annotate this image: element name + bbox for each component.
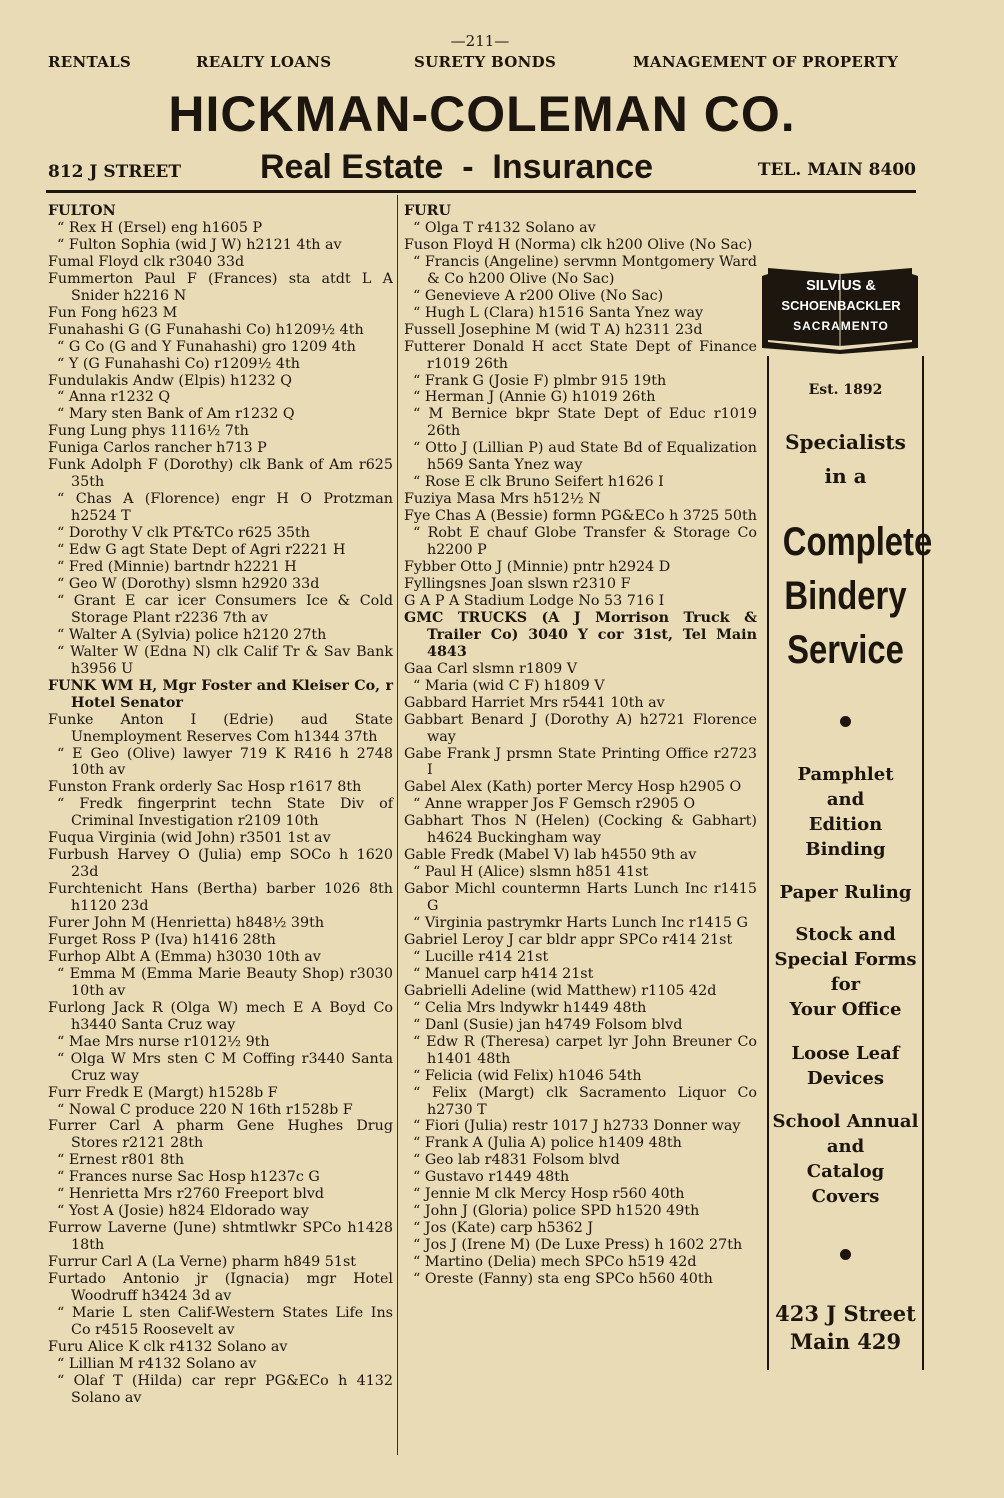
ad-service-line: School Annual bbox=[772, 1111, 919, 1132]
listing-entry: “ Yost A (Josie) h824 Eldorado way bbox=[57, 1203, 309, 1220]
listing-entry: “ Dorothy V clk PT&TCo r625 35th bbox=[57, 525, 310, 542]
listing-entry: “ Edw R (Theresa) carpet lyr John Breuner Co h1401 48th bbox=[413, 1033, 757, 1067]
ad-service-line: for bbox=[830, 974, 861, 995]
company-name: HICKMAN-COLEMAN CO. bbox=[168, 86, 796, 142]
column-divider bbox=[397, 195, 398, 1455]
listing-entry: “ Gustavo r1449 48th bbox=[413, 1169, 570, 1186]
listing-entry: Furrow Laverne (June) shtmtlwkr SPCo h1428 18th bbox=[48, 1220, 393, 1254]
ad-service-line: Binding bbox=[805, 839, 886, 860]
listing-entry: “ Ernest r801 8th bbox=[57, 1152, 185, 1169]
listing-entry: Furlong Jack R (Olga W) mech E A Boyd Co h3440 Santa Cruz way bbox=[48, 999, 393, 1033]
listing-entry: “ Rose E clk Bruno Seifert h1626 I bbox=[413, 474, 664, 491]
listing-entry: Gabor Michl countermn Harts Lunch Inc r1415 G bbox=[404, 881, 757, 915]
listing-entry: Furhop Albt A (Emma) h3030 10th av bbox=[48, 948, 321, 965]
service-management: MANAGEMENT OF PROPERTY bbox=[633, 53, 899, 71]
listing-entry: Fummerton Paul F (Frances) sta atdt L A Snider h2216 N bbox=[48, 270, 393, 304]
listing-entry: “ Henrietta Mrs r2760 Freeport blvd bbox=[57, 1186, 325, 1203]
listing-entry: FURU bbox=[404, 203, 451, 219]
listing-entry: “ Walter W (Edna N) clk Calif Tr & Sav Bank h3956 U bbox=[57, 643, 393, 677]
logo-line-3: SACRAMENTO bbox=[793, 319, 889, 333]
listing-entry: “ Manuel carp h414 21st bbox=[413, 965, 594, 982]
listing-entry: Funahashi G (G Funahashi Co) h1209½ 4th bbox=[48, 321, 364, 338]
listing-entry: “ Mary sten Bank of Am r1232 Q bbox=[57, 406, 295, 423]
listing-entry: “ Nowal C produce 220 N 16th r1528b F bbox=[57, 1101, 353, 1118]
listing-entry: “ Frank A (Julia A) police h1409 48th bbox=[413, 1135, 682, 1152]
service-rentals: RENTALS bbox=[48, 53, 132, 71]
logo-line-2: SCHOENBACKLER bbox=[781, 298, 901, 313]
listing-entry: GMC TRUCKS (A J Morrison Truck & Trailer Co) 3040 Y cor 31st, Tel Main 4843 bbox=[404, 609, 757, 660]
listing-entry: “ Fiori (Julia) restr 1017 J h2733 Donner way bbox=[413, 1118, 741, 1135]
listing-entry: Gable Fredk (Mabel V) lab h4550 9th av bbox=[404, 847, 697, 864]
listing-entry: Gabhart Thos N (Helen) (Cocking & Gabhart) h4624 Buckingham way bbox=[404, 813, 757, 847]
listing-entry: “ Olga T r4132 Solano av bbox=[413, 219, 596, 236]
ad-phone: Main 429 bbox=[789, 1329, 902, 1354]
listing-entry: “ M Bernice bkpr State Dept of Educ r1019 26th bbox=[413, 406, 757, 440]
listing-entry: “ Jos J (Irene M) (De Luxe Press) h 1602 27th bbox=[413, 1237, 743, 1254]
ad-service-line: Devices bbox=[807, 1068, 884, 1089]
listing-entry: “ Geo lab r4831 Folsom blvd bbox=[413, 1152, 620, 1169]
listing-entry: “ Oreste (Fanny) sta eng SPCo h560 40th bbox=[413, 1271, 713, 1288]
ad-service-line: Catalog bbox=[806, 1161, 885, 1182]
listing-entry: “ Anna r1232 Q bbox=[57, 389, 171, 406]
listing-entry: “ Y (G Funahashi Co) r1209½ 4th bbox=[57, 355, 300, 372]
listing-entry: “ Geo W (Dorothy) slsmn h2920 33d bbox=[57, 575, 320, 592]
ad-headline-bindery: Bindery bbox=[784, 574, 907, 618]
listing-entry: “ Francis (Angeline) servmn Montgomery Ward & Co h200 Olive (No Sac) bbox=[413, 253, 757, 287]
ad-in-a: in a bbox=[824, 464, 867, 488]
ad-established: Est. 1892 bbox=[808, 382, 883, 398]
listing-entry: Furer John M (Henrietta) h848½ 39th bbox=[48, 915, 325, 932]
listing-entry: “ Felicia (wid Felix) h1046 54th bbox=[413, 1067, 642, 1084]
listing-entry: “ Jennie M clk Mercy Hosp r560 40th bbox=[413, 1186, 685, 1203]
listing-entry: Gabrielli Adeline (wid Matthew) r1105 42d bbox=[404, 982, 717, 999]
company-info-row bbox=[48, 148, 916, 188]
listing-entry: “ E Geo (Olive) lawyer 719 K R416 h 2748 10th av bbox=[57, 745, 393, 779]
ad-service-line: and bbox=[826, 1136, 865, 1157]
listing-entry: Furrer Carl A pharm Gene Hughes Drug Stores r2121 28th bbox=[48, 1118, 393, 1152]
listing-entry: “ Grant E car icer Consumers Ice & Cold Storage Plant r2236 7th av bbox=[57, 592, 393, 626]
listing-entry: “ Hugh L (Clara) h1516 Santa Ynez way bbox=[413, 304, 704, 321]
listing-entry: Funiga Carlos rancher h713 P bbox=[48, 440, 267, 457]
listing-entry: “ Maria (wid C F) h1809 V bbox=[413, 677, 605, 694]
listing-column-right bbox=[404, 203, 757, 1288]
bullet-dot bbox=[840, 716, 851, 727]
listing-entry: Gabbart Benard J (Dorothy A) h2721 Florence way bbox=[404, 711, 757, 745]
listing-entry: Fuziya Masa Mrs h512½ N bbox=[404, 491, 601, 508]
logo-line-1: SILVIUS & bbox=[806, 278, 876, 294]
listing-entry: “ Fulton Sophia (wid J W) h2121 4th av bbox=[57, 236, 342, 253]
listing-entry: “ Mae Mrs nurse r1012½ 9th bbox=[57, 1033, 270, 1050]
ad-service-line: Stock and bbox=[795, 924, 896, 945]
listing-entry: Fuson Floyd H (Norma) clk h200 Olive (No Sac) bbox=[404, 236, 753, 253]
listing-entry: “ Lillian M r4132 Solano av bbox=[57, 1355, 257, 1372]
listing-entry: “ Rex H (Ersel) eng h1605 P bbox=[57, 219, 263, 236]
listing-entry: Funk Adolph F (Dorothy) clk Bank of Am r625 35th bbox=[48, 457, 393, 491]
listing-entry: “ Jos (Kate) carp h5362 J bbox=[413, 1220, 594, 1237]
listing-entry: “ Herman J (Annie G) h1019 26th bbox=[413, 389, 656, 406]
listing-entry: “ Marie L sten Calif-Western States Life Ins Co r4515 Roosevelt av bbox=[57, 1304, 393, 1338]
listing-entry: Gabbard Harriet Mrs r5441 10th av bbox=[404, 694, 665, 711]
ad-service-line: Your Office bbox=[789, 999, 902, 1020]
listing-entry: “ Olga W Mrs sten C M Coffing r3440 Santa Cruz way bbox=[57, 1050, 393, 1084]
listing-entry: Gabel Alex (Kath) porter Mercy Hosp h2905 O bbox=[404, 779, 742, 796]
listing-entry: “ Otto J (Lillian P) aud State Bd of Equalization h569 Santa Ynez way bbox=[413, 440, 757, 474]
ad-service-line: Special Forms bbox=[774, 949, 917, 970]
ad-specialists: Specialists bbox=[785, 430, 906, 454]
listing-entry: “ Danl (Susie) jan h4749 Folsom blvd bbox=[413, 1016, 683, 1033]
listing-entry: “ Lucille r414 21st bbox=[413, 948, 549, 965]
listing-entry: “ Genevieve A r200 Olive (No Sac) bbox=[413, 287, 664, 304]
bindery-logo bbox=[760, 262, 920, 354]
listing-entry: “ Martino (Delia) mech SPCo h519 42d bbox=[413, 1254, 697, 1271]
listing-entry: Fumal Floyd clk r3040 33d bbox=[48, 253, 245, 270]
listing-entry: Gabe Frank J prsmn State Printing Office r2723 I bbox=[404, 745, 757, 779]
listing-entry: “ Edw G agt State Dept of Agri r2221 H bbox=[57, 542, 346, 559]
listing-entry: “ Frank G (Josie F) plmbr 915 19th bbox=[413, 372, 667, 389]
company-telephone: TEL. MAIN 8400 bbox=[757, 160, 916, 180]
listing-entry: Furrur Carl A (La Verne) pharm h849 51st bbox=[48, 1254, 357, 1271]
listing-entry: Fun Fong h623 M bbox=[48, 304, 178, 321]
listing-entry: “ Chas A (Florence) engr H O Protzman h2524 T bbox=[57, 491, 393, 525]
listing-entry: “ Walter A (Sylvia) police h2120 27th bbox=[57, 626, 327, 643]
listing-entry: “ Celia Mrs lndywkr h1449 48th bbox=[413, 999, 647, 1016]
listing-entry: “ Fred (Minnie) bartndr h2221 H bbox=[57, 559, 297, 576]
ad-service-line: Covers bbox=[811, 1186, 880, 1207]
listing-entry: “ John J (Gloria) police SPD h1520 49th bbox=[413, 1203, 700, 1220]
service-realty-loans: REALTY LOANS bbox=[196, 53, 332, 71]
company-address: 812 J STREET bbox=[48, 162, 181, 182]
listing-entry: Fye Chas A (Bessie) formn PG&ECo h 3725 50th bbox=[404, 508, 757, 525]
header-rule bbox=[46, 190, 916, 193]
listing-entry: “ Paul H (Alice) slsmn h851 41st bbox=[413, 864, 649, 881]
listing-entry: “ G Co (G and Y Funahashi) gro 1209 4th bbox=[57, 338, 356, 355]
listing-entry: “ Emma M (Emma Marie Beauty Shop) r3030 10th av bbox=[57, 965, 393, 999]
listing-entry: FUNK WM H, Mgr Foster and Kleiser Co, r Hotel Senator bbox=[48, 677, 393, 711]
listing-entry: Fyllingsnes Joan slswn r2310 F bbox=[404, 575, 631, 592]
ad-headline-service: Service bbox=[787, 628, 904, 672]
listing-entry: “ Olaf T (Hilda) car repr PG&ECo h 4132 Solano av bbox=[57, 1372, 393, 1406]
listing-entry: “ Fredk fingerprint techn State Div of Criminal Investigation r2109 10th bbox=[57, 796, 393, 830]
listing-entry: Furchtenicht Hans (Bertha) barber 1026 8th h1120 23d bbox=[48, 881, 393, 915]
listing-entry: Fuqua Virginia (wid John) r3501 1st av bbox=[48, 830, 331, 847]
listing-entry: “ Felix (Margt) clk Sacramento Liquor Co h2730 T bbox=[413, 1084, 757, 1118]
listing-entry: Furtado Antonio jr (Ignacia) mgr Hotel Woodruff h3424 3d av bbox=[48, 1271, 393, 1304]
bullet-dot bbox=[840, 1249, 851, 1260]
service-surety-bonds: SURETY BONDS bbox=[414, 53, 557, 71]
listing-entry: Furbush Harvey O (Julia) emp SOCo h 1620 23d bbox=[48, 847, 393, 881]
listing-entry: “ Anne wrapper Jos F Gemsch r2905 O bbox=[413, 796, 696, 813]
listing-entry: Furr Fredk E (Margt) h1528b F bbox=[48, 1084, 278, 1101]
listing-entry: Funke Anton I (Edrie) aud State Unemployment Reserves Com h1344 37th bbox=[48, 711, 393, 745]
listing-entry: Futterer Donald H acct State Dept of Finance r1019 26th bbox=[404, 338, 757, 372]
listing-entry: G A P A Stadium Lodge No 53 716 I bbox=[404, 592, 665, 609]
ad-service-line: Loose Leaf bbox=[791, 1043, 900, 1064]
listing-entry: Furget Ross P (Iva) h1416 28th bbox=[48, 931, 276, 948]
listing-entry: Gabriel Leroy J car bldr appr SPCo r414 21st bbox=[404, 931, 733, 948]
page-number: —211— bbox=[450, 32, 510, 50]
ad-service-line: Edition bbox=[808, 814, 883, 835]
listing-entry: FULTON bbox=[48, 203, 116, 219]
listing-entry: Furu Alice K clk r4132 Solano av bbox=[48, 1338, 288, 1355]
listing-entry: Fung Lung phys 1116½ 7th bbox=[48, 423, 249, 440]
ad-service-line: and bbox=[826, 789, 865, 810]
ad-service-line: Paper Ruling bbox=[779, 882, 912, 903]
listing-column-left bbox=[48, 203, 393, 1407]
listing-entry: Fybber Otto J (Minnie) pntr h2924 D bbox=[404, 559, 671, 576]
bindery-advertisement bbox=[767, 356, 933, 1370]
listing-entry: Fundulakis Andw (Elpis) h1232 Q bbox=[48, 372, 293, 389]
listing-entry: “ Robt E chauf Globe Transfer & Storage Co h2200 P bbox=[413, 525, 757, 559]
header-services bbox=[48, 53, 916, 75]
listing-entry: Fussell Josephine M (wid T A) h2311 23d bbox=[404, 321, 703, 338]
ad-address: 423 J Street bbox=[775, 1301, 916, 1326]
listing-entry: Funston Frank orderly Sac Hosp r1617 8th bbox=[48, 779, 362, 796]
listing-entry: “ Virginia pastrymkr Harts Lunch Inc r1415 G bbox=[413, 915, 748, 932]
listing-entry: “ Frances nurse Sac Hosp h1237c G bbox=[57, 1169, 320, 1186]
ad-headline-complete: Complete bbox=[782, 520, 933, 564]
listing-entry: Gaa Carl slsmn r1809 V bbox=[404, 660, 578, 677]
company-tagline: Real Estate - Insurance bbox=[260, 148, 654, 186]
ad-service-line: Pamphlet bbox=[797, 764, 894, 785]
